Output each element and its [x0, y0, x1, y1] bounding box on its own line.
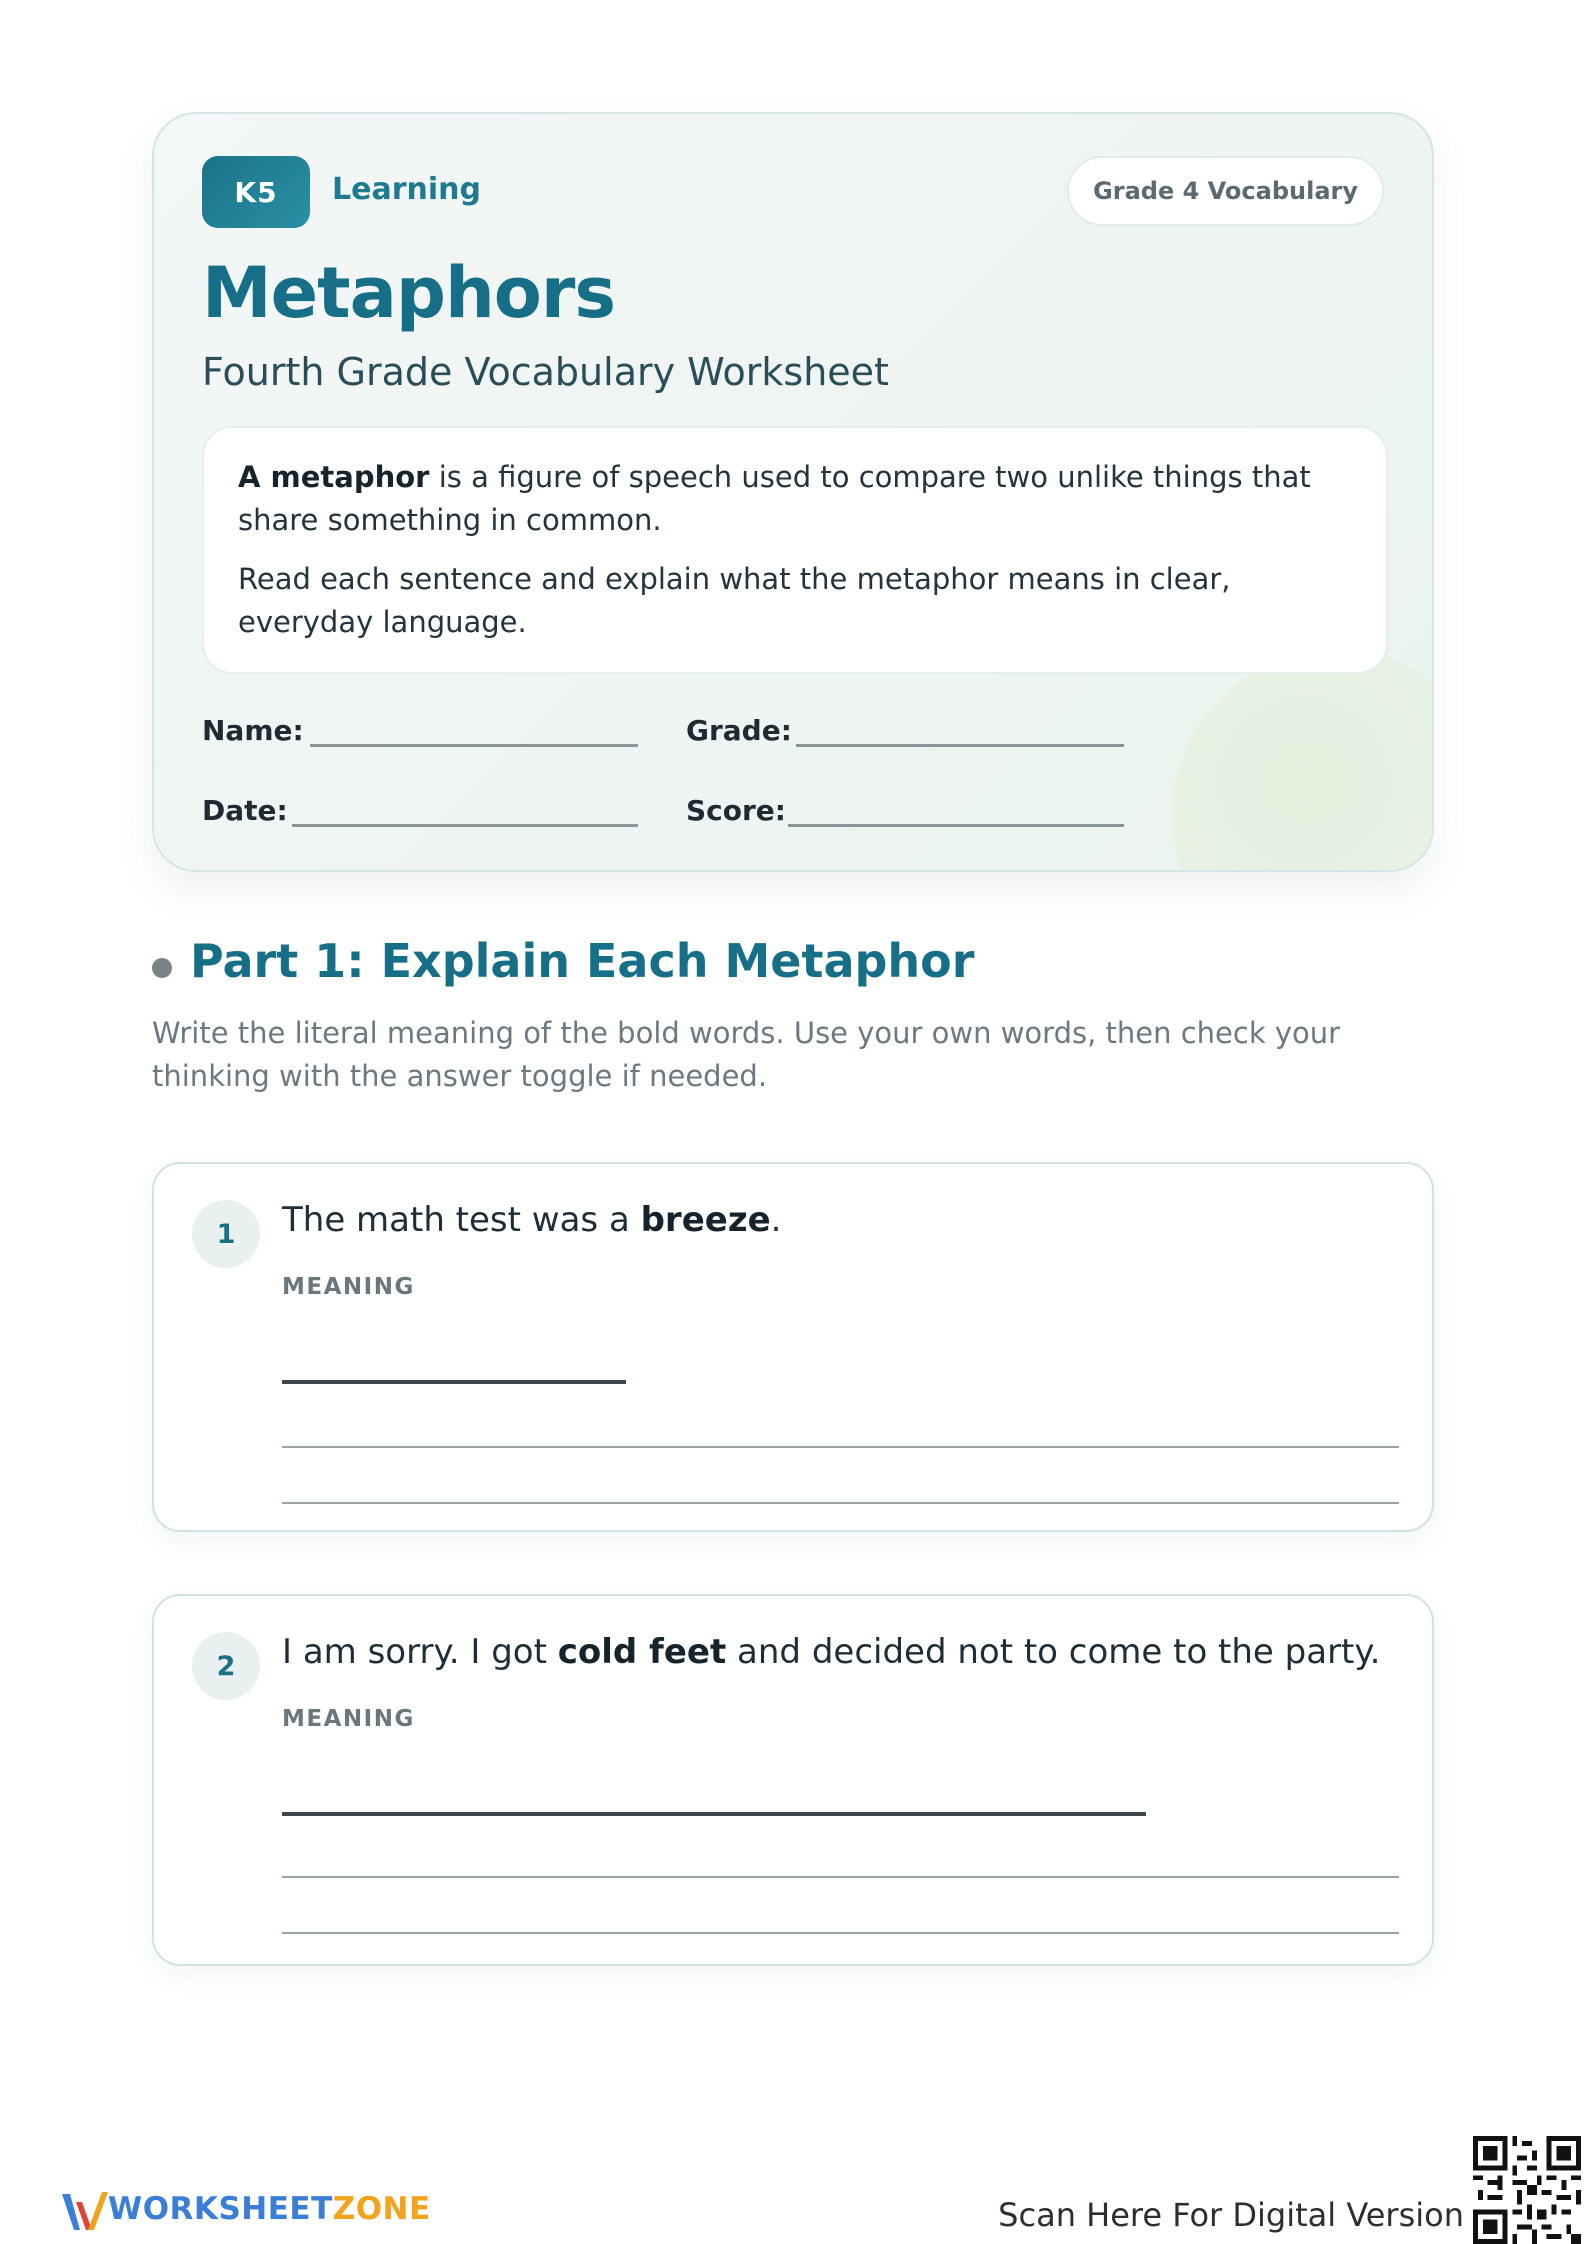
question-card-1	[152, 1162, 1434, 1532]
metaphor-words: breeze	[640, 1200, 771, 1240]
sentence-start: I am sorry. I got	[282, 1632, 558, 1672]
worksheet-header-card	[152, 112, 1434, 872]
section-bullet-icon	[152, 958, 172, 978]
brand-word-2: ZONE	[332, 2191, 431, 2227]
logo-word: Learning	[332, 172, 481, 207]
name-label: Name:	[202, 714, 304, 747]
question-sentence	[282, 1632, 1380, 1672]
page-title: Metaphors	[202, 252, 616, 334]
part-1-title: Part 1: Explain Each Metaphor	[190, 934, 975, 988]
question-number: 2	[192, 1632, 260, 1700]
part-1-description: Write the literal meaning of the bold words. Use your own words, then check your thinking with the answer toggle if needed.	[152, 1016, 1341, 1093]
answer-line[interactable]	[282, 1446, 1399, 1448]
score-field[interactable]	[788, 824, 1124, 827]
meaning-label: MEANING	[282, 1274, 415, 1300]
grade-chip: Grade 4 Vocabulary	[1067, 156, 1384, 226]
instruction-paragraph: Read each sentence and explain what the metaphor means in clear, everyday language.	[238, 562, 1231, 639]
decorative-circle	[1172, 650, 1434, 872]
answer-line-long[interactable]	[282, 1812, 1146, 1816]
qr-code-icon[interactable]	[1472, 2136, 1582, 2244]
grade-field[interactable]	[796, 744, 1124, 747]
question-card-2	[152, 1594, 1434, 1966]
question-sentence	[282, 1200, 781, 1240]
sentence-end: .	[770, 1200, 782, 1240]
brand-word-1: WORKSHEET	[108, 2191, 333, 2227]
answer-line-short[interactable]	[282, 1380, 626, 1384]
metaphor-words: cold feet	[557, 1632, 727, 1672]
page-subtitle: Fourth Grade Vocabulary Worksheet	[202, 350, 889, 394]
question-number: 1	[192, 1200, 260, 1268]
definition-text: is a figure of speech used to compare two unlike things that share something in common.	[238, 460, 1311, 537]
meaning-label: MEANING	[282, 1706, 415, 1732]
worksheetzone-brand	[108, 2191, 431, 2227]
grade-label: Grade:	[686, 714, 792, 747]
definition-paragraph	[238, 456, 1352, 542]
answer-line[interactable]	[282, 1876, 1399, 1878]
date-label: Date:	[202, 794, 288, 827]
definition-term: A metaphor	[238, 460, 430, 494]
date-field[interactable]	[292, 824, 638, 827]
k5-logo-badge: K5	[202, 156, 310, 228]
name-field[interactable]	[310, 744, 638, 747]
score-label: Score:	[686, 794, 786, 827]
answer-line[interactable]	[282, 1932, 1399, 1934]
sentence-start: The math test was a	[282, 1200, 641, 1240]
sentence-end: and decided not to come to the party.	[726, 1632, 1381, 1672]
intro-box	[202, 426, 1388, 674]
answer-line[interactable]	[282, 1502, 1399, 1504]
scan-caption: Scan Here For Digital Version	[998, 2196, 1464, 2234]
